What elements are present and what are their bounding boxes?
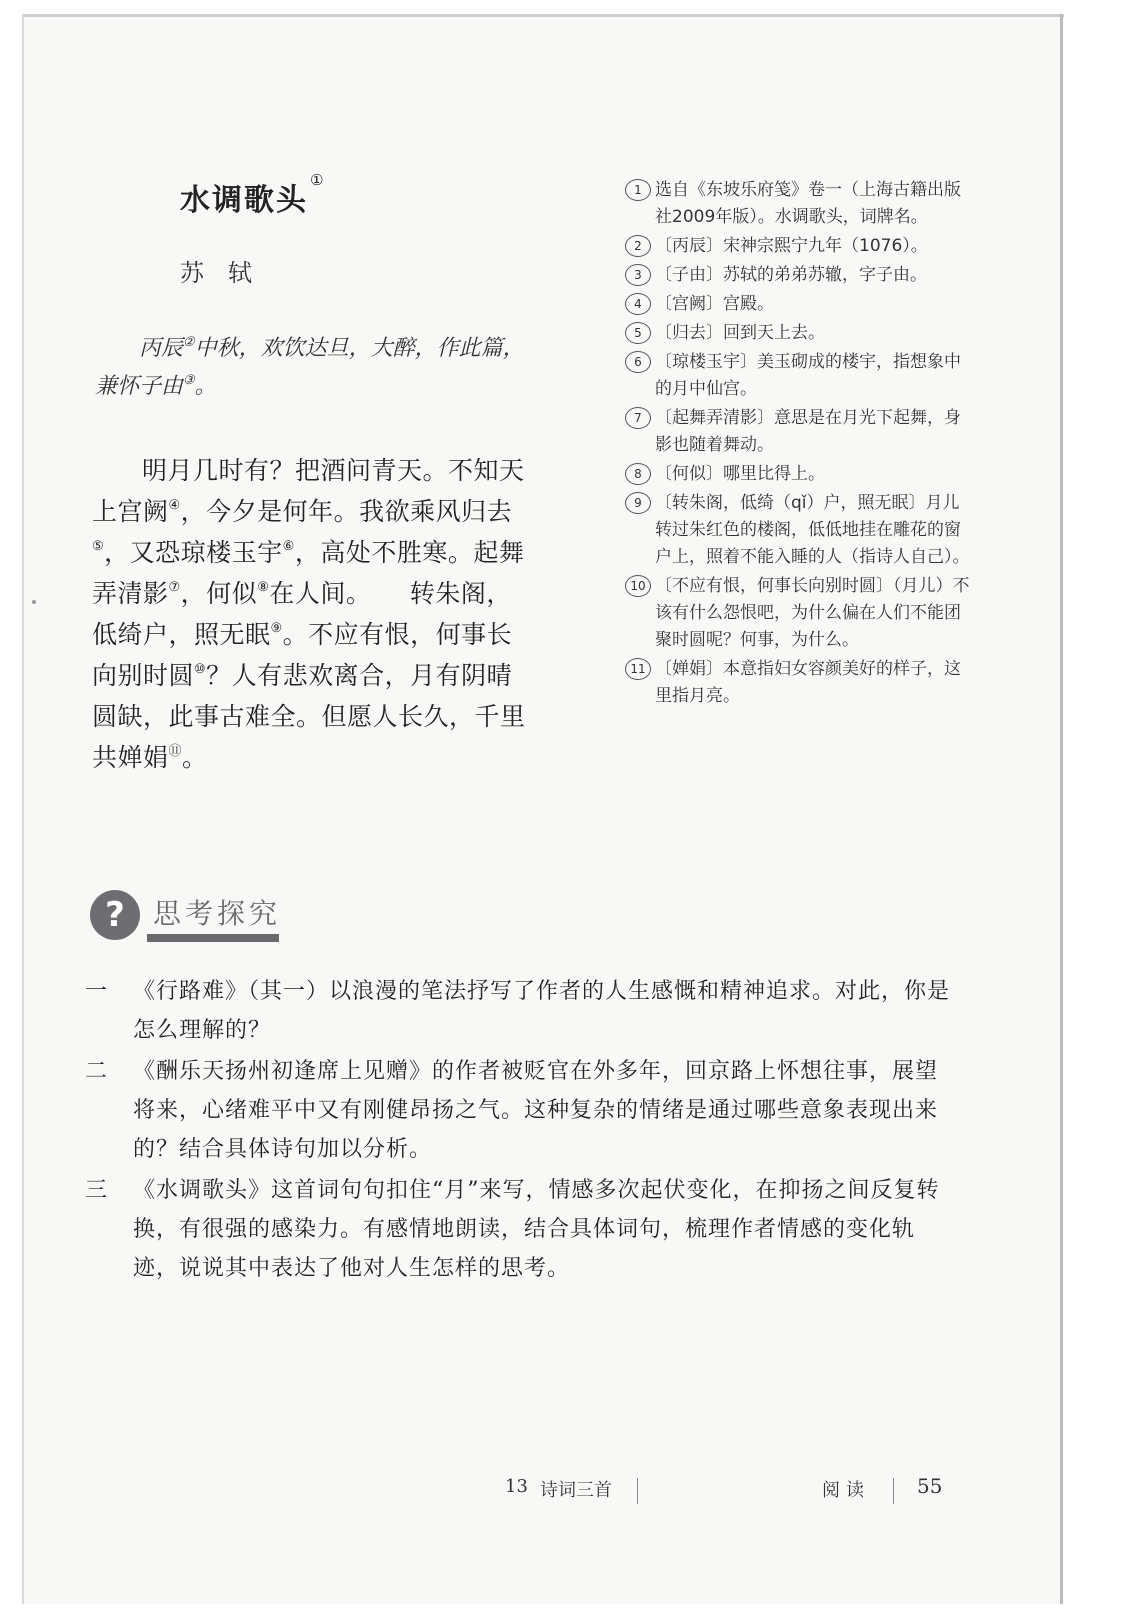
question-text: 《酬乐天扬州初逢席上见赠》的作者被贬官在外多年，回京路上怀想往事，展望将来，心绪难平中又有刚健昂扬之气。这种复杂的情绪是通过哪些意象表现出来的？结合具体诗句加以分析。 xyxy=(133,1059,939,1162)
footnote-marker: ④ xyxy=(168,498,181,513)
footnote-number: 10 xyxy=(625,575,651,597)
footnote-number: 5 xyxy=(625,322,651,344)
footnote-number: 2 xyxy=(625,235,651,257)
question-number: 二 xyxy=(85,1059,108,1084)
section-header xyxy=(85,890,285,950)
footnote-item: 5 〔归去〕回到天上去。 xyxy=(625,320,970,347)
question-text: 《水调歌头》这首词句句扣住“月”来写，情感多次起伏变化，在抑扬之间反复转换，有很强的感染力。有感情地朗读，结合具体词句，梳理作者情感的变化轨迹，说说其中表达了他对人生怎样的思考。 xyxy=(133,1178,940,1281)
poem-author: 苏轼 xyxy=(180,259,276,287)
question-item xyxy=(85,1171,955,1288)
footnote-number: 6 xyxy=(625,351,651,373)
footnote-marker: ⑤ xyxy=(92,539,105,554)
footnote-item: 2 〔丙辰〕宋神宗熙宁九年（1076）。 xyxy=(625,233,970,260)
footnote-item: 11 〔婵娟〕本意指妇女容颜美好的样子，这里指月亮。 xyxy=(625,656,970,710)
page-footer xyxy=(0,1476,1121,1516)
footnote-number: 7 xyxy=(625,407,651,429)
chapter-number: 13 xyxy=(505,1476,528,1497)
question-item xyxy=(85,972,955,1050)
page-edge-shadow xyxy=(1060,14,1063,1604)
question-icon: ? xyxy=(90,890,140,940)
footnotes xyxy=(625,177,970,712)
footnote-marker: ③ xyxy=(183,373,195,388)
footnote-item: 4 〔宫阙〕宫殿。 xyxy=(625,291,970,318)
section-underline xyxy=(147,934,279,942)
footnote-item: 3 〔子由〕苏轼的弟弟苏辙，字子由。 xyxy=(625,262,970,289)
footnote-number: 3 xyxy=(625,264,651,286)
footer-divider xyxy=(637,1478,638,1504)
footer-divider xyxy=(893,1478,894,1504)
page-number: 55 xyxy=(917,1474,943,1498)
question-text: 《行路难》（其一）以浪漫的笔法抒写了作者的人生感慨和精神追求。对此，你是怎么理解的？ xyxy=(133,979,951,1043)
footnote-item: 1 选自《东坡乐府笺》卷一（上海古籍出版社2009年版）。水调歌头，词牌名。 xyxy=(625,177,970,231)
poem-body: 明月几时有？把酒问青天。不知天上宫阙④，今夕是何年。我欲乘风归去⑤，又恐琼楼玉宇⑥，高处不胜寒。起舞弄清影⑦，何似⑧在人间。 转朱阁，低绮户，照无眠⑨。不应有恨，何事长向别时圆⑩？人有悲欢离合，月有阴晴圆缺，此事古难全。但愿人长久，千里共婵娟⑪。 xyxy=(92,456,526,772)
footnote-item: 9 〔转朱阁，低绮（qǐ）户，照无眠〕月儿转过朱红色的楼阁，低低地挂在雕花的窗户上，照着不能入睡的人（指诗人自己）。 xyxy=(625,490,970,571)
section-label: 阅读 xyxy=(822,1480,870,1501)
question-item xyxy=(85,1052,955,1169)
footnote-marker: ⑩ xyxy=(194,662,207,677)
question-number: 一 xyxy=(85,979,108,1004)
footnote-number: 9 xyxy=(625,492,651,514)
title-footnote-marker: ① xyxy=(310,171,326,189)
footnote-number: 1 xyxy=(625,179,651,201)
section-title: 思考探究 xyxy=(153,897,282,930)
footnote-marker: ② xyxy=(183,335,195,350)
footnote-number: 8 xyxy=(625,463,651,485)
footnote-marker: ⑧ xyxy=(257,580,270,595)
footnote-marker: ⑥ xyxy=(282,539,295,554)
footnote-item: 6 〔琼楼玉宇〕美玉砌成的楼宇，指想象中的月中仙宫。 xyxy=(625,349,970,403)
footnote-item: 10 〔不应有恨，何事长向别时圆〕（月儿）不该有什么怨恨吧，为什么偏在人们不能团聚时圆呢？何事，为什么。 xyxy=(625,573,970,654)
footnote-marker: ⑦ xyxy=(168,580,181,595)
footnote-marker: ⑨ xyxy=(270,621,283,636)
footnote-number: 11 xyxy=(625,658,651,680)
poem-preface: 丙辰②中秋，欢饮达旦，大醉，作此篇，兼怀子由③。 xyxy=(95,335,525,399)
footnote-marker: ⑪ xyxy=(168,744,183,759)
footnote-item: 7 〔起舞弄清影〕意思是在月光下起舞，身影也随着舞动。 xyxy=(625,405,970,459)
scan-speck xyxy=(32,600,36,604)
question-list xyxy=(85,972,955,1290)
footnote-number: 4 xyxy=(625,293,651,315)
footnote-item: 8 〔何似〕哪里比得上。 xyxy=(625,461,970,488)
question-number: 三 xyxy=(85,1178,108,1203)
chapter-title: 诗词三首 xyxy=(540,1480,612,1501)
poem-title: 水调歌头① xyxy=(180,171,326,218)
